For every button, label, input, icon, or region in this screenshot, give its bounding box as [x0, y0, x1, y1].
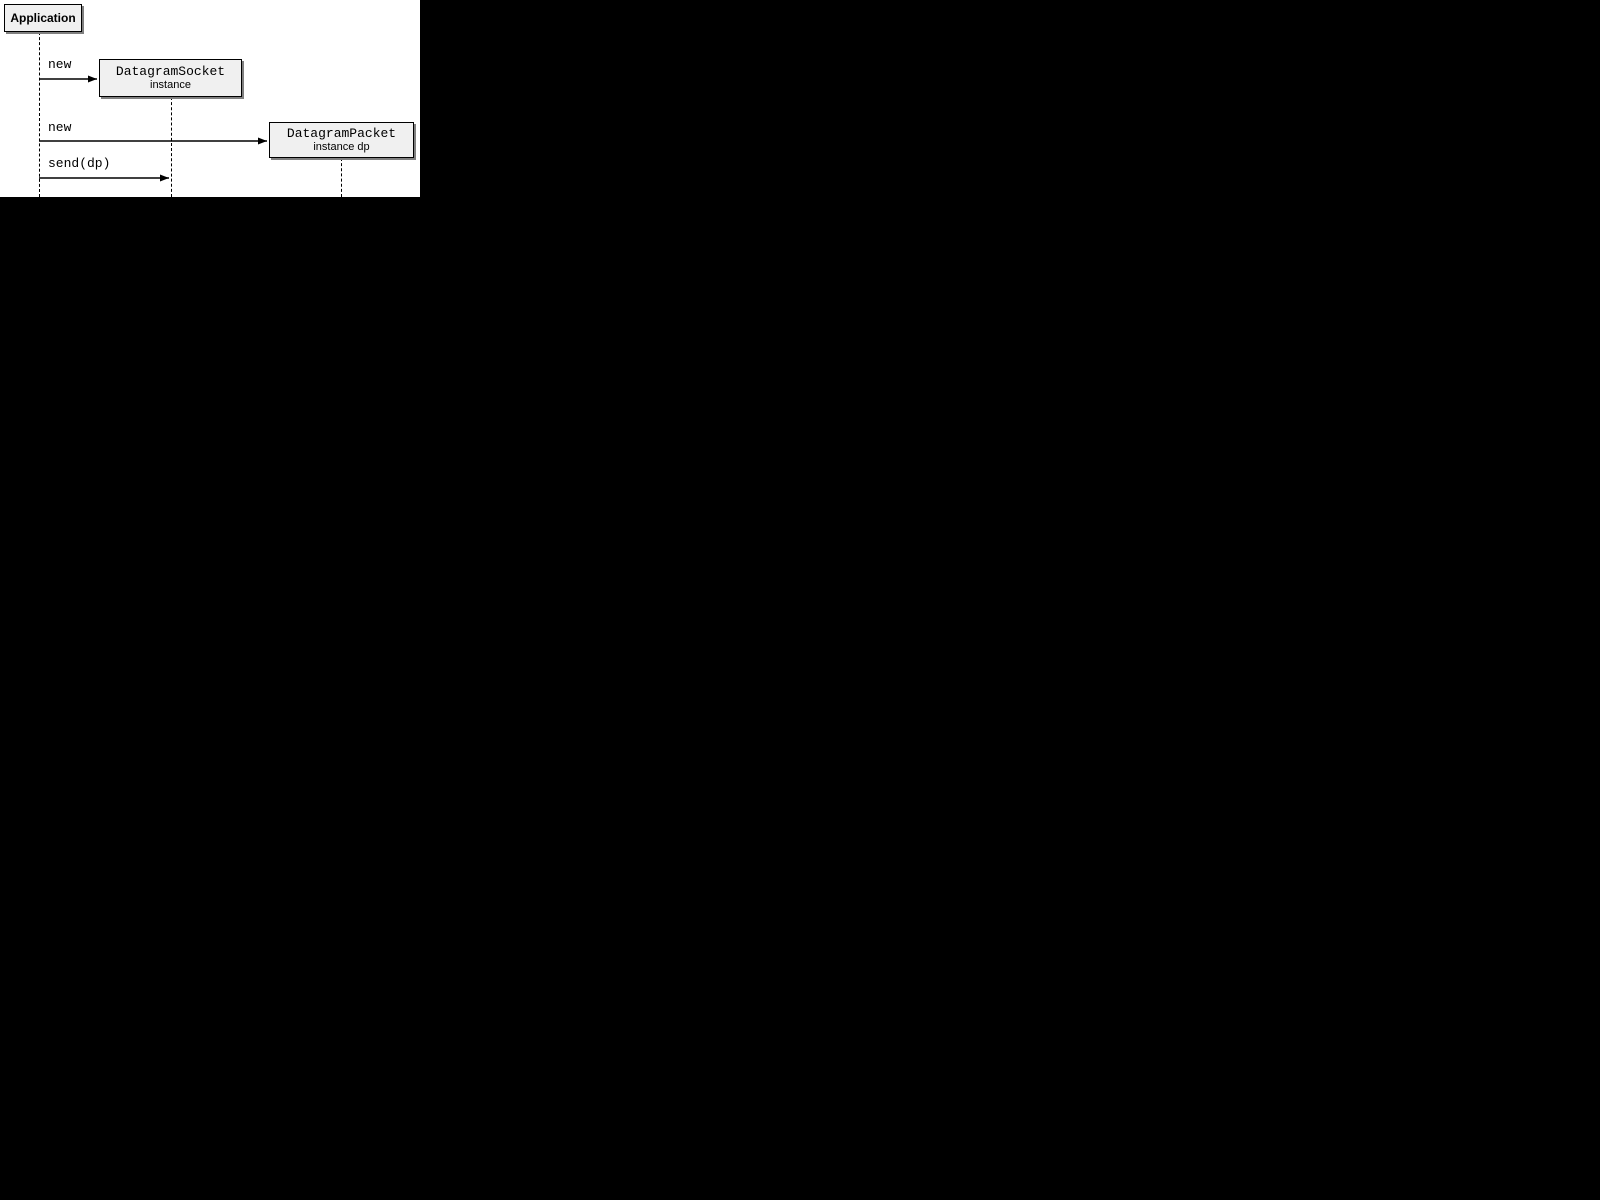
sequence-diagram — [0, 0, 420, 197]
message-label-new-packet: new — [48, 120, 72, 135]
lifeline-datagram-socket — [171, 97, 172, 197]
object-datagram-packet — [269, 122, 414, 158]
object-datagram-socket-subtitle: instance — [150, 79, 191, 91]
lifeline-datagram-packet — [341, 158, 342, 197]
lifeline-application — [39, 32, 40, 197]
message-label-send-dp: send(dp) — [48, 156, 111, 171]
object-datagram-socket-title: DatagramSocket — [115, 64, 226, 79]
object-datagram-socket — [99, 59, 242, 97]
actor-application — [4, 4, 82, 32]
object-datagram-packet-title: DatagramPacket — [286, 126, 397, 141]
object-datagram-packet-subtitle: instance dp — [313, 141, 370, 153]
message-label-new-socket: new — [48, 57, 72, 72]
actor-application-label: Application — [10, 11, 76, 25]
